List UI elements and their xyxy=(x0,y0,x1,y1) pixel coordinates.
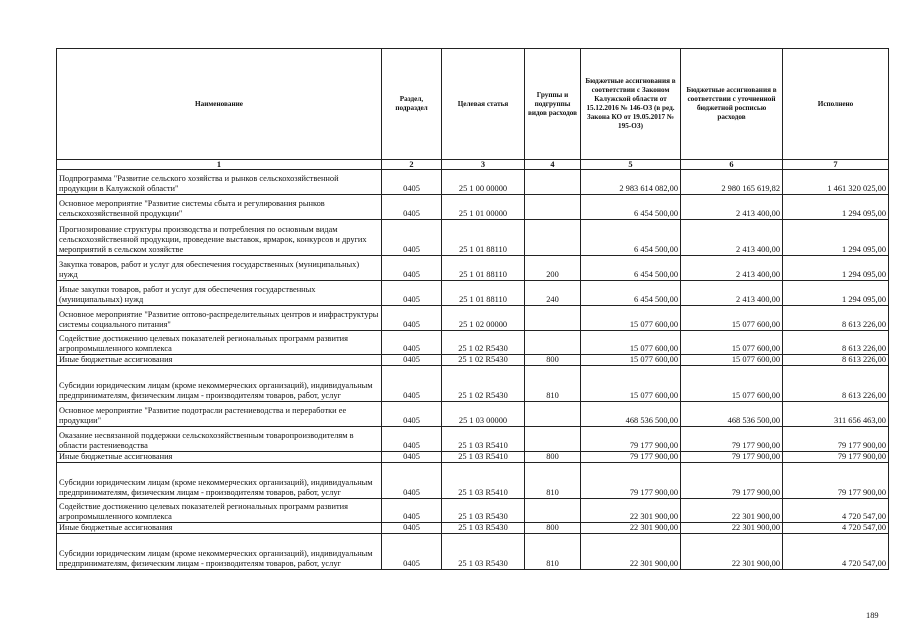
row-group xyxy=(525,499,581,523)
row-group xyxy=(525,306,581,331)
column-number: 6 xyxy=(681,160,783,170)
table-row xyxy=(57,195,889,220)
row-section: 0405 xyxy=(382,463,442,499)
row-section: 0405 xyxy=(382,220,442,256)
row-name: Иные бюджетные ассигнования xyxy=(57,523,382,534)
column-number-row xyxy=(57,160,889,170)
table-row xyxy=(57,256,889,281)
row-name: Закупка товаров, работ и услуг для обеспечения государственных (муниципальных) нужд xyxy=(57,256,382,281)
row-article: 25 1 01 88110 xyxy=(442,256,525,281)
row-section: 0405 xyxy=(382,355,442,366)
row-refined: 2 413 400,00 xyxy=(681,256,783,281)
table-header xyxy=(57,49,889,170)
row-executed: 1 294 095,00 xyxy=(783,220,889,256)
row-name: Подпрограмма "Развитие сельского хозяйства и рынков сельскохозяйственной продукции в Калужской области" xyxy=(57,170,382,195)
row-law: 15 077 600,00 xyxy=(581,366,681,402)
table-row xyxy=(57,402,889,427)
row-refined: 2 980 165 619,82 xyxy=(681,170,783,195)
row-name: Основное мероприятие "Развитие системы сбыта и регулирования рынков сельскохозяйственной продукции" xyxy=(57,195,382,220)
row-section: 0405 xyxy=(382,366,442,402)
row-refined: 2 413 400,00 xyxy=(681,195,783,220)
row-refined: 22 301 900,00 xyxy=(681,523,783,534)
row-refined: 15 077 600,00 xyxy=(681,331,783,355)
row-refined: 22 301 900,00 xyxy=(681,534,783,570)
header-executed: Исполнено xyxy=(783,49,889,160)
row-group: 810 xyxy=(525,463,581,499)
column-number: 3 xyxy=(442,160,525,170)
row-section: 0405 xyxy=(382,402,442,427)
row-refined: 15 077 600,00 xyxy=(681,366,783,402)
row-law: 79 177 900,00 xyxy=(581,452,681,463)
row-name: Субсидии юридическим лицам (кроме некоммерческих организаций), индивидуальным предпринимателям, физическим лицам - производителям товаров, работ, услуг xyxy=(57,463,382,499)
row-group xyxy=(525,331,581,355)
row-section: 0405 xyxy=(382,427,442,452)
row-executed: 8 613 226,00 xyxy=(783,306,889,331)
row-article: 25 1 03 00000 xyxy=(442,402,525,427)
row-article: 25 1 03 R5410 xyxy=(442,427,525,452)
row-refined: 79 177 900,00 xyxy=(681,452,783,463)
table-row xyxy=(57,331,889,355)
row-executed: 79 177 900,00 xyxy=(783,427,889,452)
table-row xyxy=(57,306,889,331)
row-section: 0405 xyxy=(382,170,442,195)
table-row xyxy=(57,427,889,452)
row-article: 25 1 03 R5430 xyxy=(442,523,525,534)
header-row xyxy=(57,49,889,160)
row-law: 15 077 600,00 xyxy=(581,355,681,366)
row-executed: 1 294 095,00 xyxy=(783,281,889,306)
row-name: Содействие достижению целевых показателей региональных программ развития агропромышленного комплекса xyxy=(57,499,382,523)
row-group xyxy=(525,402,581,427)
column-number: 2 xyxy=(382,160,442,170)
row-law: 22 301 900,00 xyxy=(581,523,681,534)
row-name: Содействие достижению целевых показателей региональных программ развития агропромышленного комплекса xyxy=(57,331,382,355)
row-law: 468 536 500,00 xyxy=(581,402,681,427)
row-name: Прогнозирование структуры производства и потребления по основным видам сельскохозяйственной продукции, проведение выставок, ярмарок, конкурсов и других мероприятий в сельском хозяйстве xyxy=(57,220,382,256)
table-row xyxy=(57,355,889,366)
column-number: 7 xyxy=(783,160,889,170)
row-group xyxy=(525,170,581,195)
table-row xyxy=(57,452,889,463)
row-refined: 15 077 600,00 xyxy=(681,306,783,331)
row-executed: 79 177 900,00 xyxy=(783,463,889,499)
row-section: 0405 xyxy=(382,306,442,331)
row-section: 0405 xyxy=(382,195,442,220)
row-group: 800 xyxy=(525,523,581,534)
row-section: 0405 xyxy=(382,281,442,306)
row-law: 79 177 900,00 xyxy=(581,463,681,499)
table-row xyxy=(57,220,889,256)
row-article: 25 1 03 R5430 xyxy=(442,534,525,570)
column-number: 1 xyxy=(57,160,382,170)
table-row xyxy=(57,281,889,306)
row-article: 25 1 02 00000 xyxy=(442,306,525,331)
row-law: 2 983 614 082,00 xyxy=(581,170,681,195)
row-executed: 4 720 547,00 xyxy=(783,534,889,570)
row-name: Иные бюджетные ассигнования xyxy=(57,452,382,463)
header-allocations-refined: Бюджетные ассигнования в соответствии с уточненной бюджетной росписью расходов xyxy=(681,49,783,160)
row-law: 6 454 500,00 xyxy=(581,195,681,220)
row-law: 15 077 600,00 xyxy=(581,331,681,355)
row-group: 810 xyxy=(525,366,581,402)
row-group: 800 xyxy=(525,355,581,366)
row-executed: 311 656 463,00 xyxy=(783,402,889,427)
row-group: 240 xyxy=(525,281,581,306)
row-law: 6 454 500,00 xyxy=(581,220,681,256)
row-name: Субсидии юридическим лицам (кроме некоммерческих организаций), индивидуальным предпринимателям, физическим лицам - производителям товаров, работ, услуг xyxy=(57,366,382,402)
row-law: 6 454 500,00 xyxy=(581,281,681,306)
header-target-article: Целевая статья xyxy=(442,49,525,160)
row-name: Основное мероприятие "Развитие оптово-распределительных центров и инфраструктуры системы социального питания" xyxy=(57,306,382,331)
table-row xyxy=(57,534,889,570)
table-row xyxy=(57,170,889,195)
row-article: 25 1 02 R5430 xyxy=(442,366,525,402)
row-article: 25 1 03 R5430 xyxy=(442,499,525,523)
row-executed: 4 720 547,00 xyxy=(783,499,889,523)
row-law: 15 077 600,00 xyxy=(581,306,681,331)
row-article: 25 1 03 R5410 xyxy=(442,452,525,463)
header-section: Раздел, подраздел xyxy=(382,49,442,160)
row-article: 25 1 03 R5410 xyxy=(442,463,525,499)
header-name: Наименование xyxy=(57,49,382,160)
column-number: 4 xyxy=(525,160,581,170)
row-executed: 4 720 547,00 xyxy=(783,523,889,534)
row-name: Оказание несвязанной поддержки сельскохозяйственным товаропроизводителям в области растениеводства xyxy=(57,427,382,452)
row-refined: 2 413 400,00 xyxy=(681,281,783,306)
header-expense-group: Группы и подгруппы видов расходов xyxy=(525,49,581,160)
row-executed: 1 461 320 025,00 xyxy=(783,170,889,195)
header-allocations-law: Бюджетные ассигнования в соответствии с Законом Калужской области от 15.12.2016 № 146-ОЗ (в ред. Закона КО от 19.05.2017 № 195-ОЗ) xyxy=(581,49,681,160)
row-article: 25 1 02 R5430 xyxy=(442,355,525,366)
row-name: Иные бюджетные ассигнования xyxy=(57,355,382,366)
row-name: Основное мероприятие "Развитие подотрасли растениеводства и переработки ее продукции" xyxy=(57,402,382,427)
row-section: 0405 xyxy=(382,256,442,281)
row-executed: 1 294 095,00 xyxy=(783,256,889,281)
row-executed: 8 613 226,00 xyxy=(783,331,889,355)
row-section: 0405 xyxy=(382,452,442,463)
row-article: 25 1 02 R5430 xyxy=(442,331,525,355)
row-refined: 22 301 900,00 xyxy=(681,499,783,523)
row-group: 200 xyxy=(525,256,581,281)
row-refined: 79 177 900,00 xyxy=(681,463,783,499)
row-law: 6 454 500,00 xyxy=(581,256,681,281)
row-executed: 1 294 095,00 xyxy=(783,195,889,220)
row-article: 25 1 01 88110 xyxy=(442,220,525,256)
row-refined: 15 077 600,00 xyxy=(681,355,783,366)
row-article: 25 1 01 00000 xyxy=(442,195,525,220)
budget-table xyxy=(56,48,889,570)
row-group xyxy=(525,220,581,256)
table-row xyxy=(57,499,889,523)
row-section: 0405 xyxy=(382,499,442,523)
table-body xyxy=(57,170,889,570)
row-group: 800 xyxy=(525,452,581,463)
row-section: 0405 xyxy=(382,331,442,355)
row-article: 25 1 00 00000 xyxy=(442,170,525,195)
row-section: 0405 xyxy=(382,534,442,570)
row-group xyxy=(525,195,581,220)
row-group xyxy=(525,427,581,452)
row-law: 22 301 900,00 xyxy=(581,499,681,523)
row-group: 810 xyxy=(525,534,581,570)
column-number: 5 xyxy=(581,160,681,170)
table-row xyxy=(57,366,889,402)
row-name: Субсидии юридическим лицам (кроме некоммерческих организаций), индивидуальным предпринимателям, физическим лицам - производителям товаров, работ, услуг xyxy=(57,534,382,570)
row-refined: 79 177 900,00 xyxy=(681,427,783,452)
row-article: 25 1 01 88110 xyxy=(442,281,525,306)
page-number: 189 xyxy=(866,611,879,620)
table-row xyxy=(57,523,889,534)
row-law: 79 177 900,00 xyxy=(581,427,681,452)
row-refined: 2 413 400,00 xyxy=(681,220,783,256)
row-executed: 8 613 226,00 xyxy=(783,355,889,366)
row-executed: 8 613 226,00 xyxy=(783,366,889,402)
row-section: 0405 xyxy=(382,523,442,534)
table-row xyxy=(57,463,889,499)
row-name: Иные закупки товаров, работ и услуг для обеспечения государственных (муниципальных) нужд xyxy=(57,281,382,306)
row-law: 22 301 900,00 xyxy=(581,534,681,570)
row-refined: 468 536 500,00 xyxy=(681,402,783,427)
row-executed: 79 177 900,00 xyxy=(783,452,889,463)
